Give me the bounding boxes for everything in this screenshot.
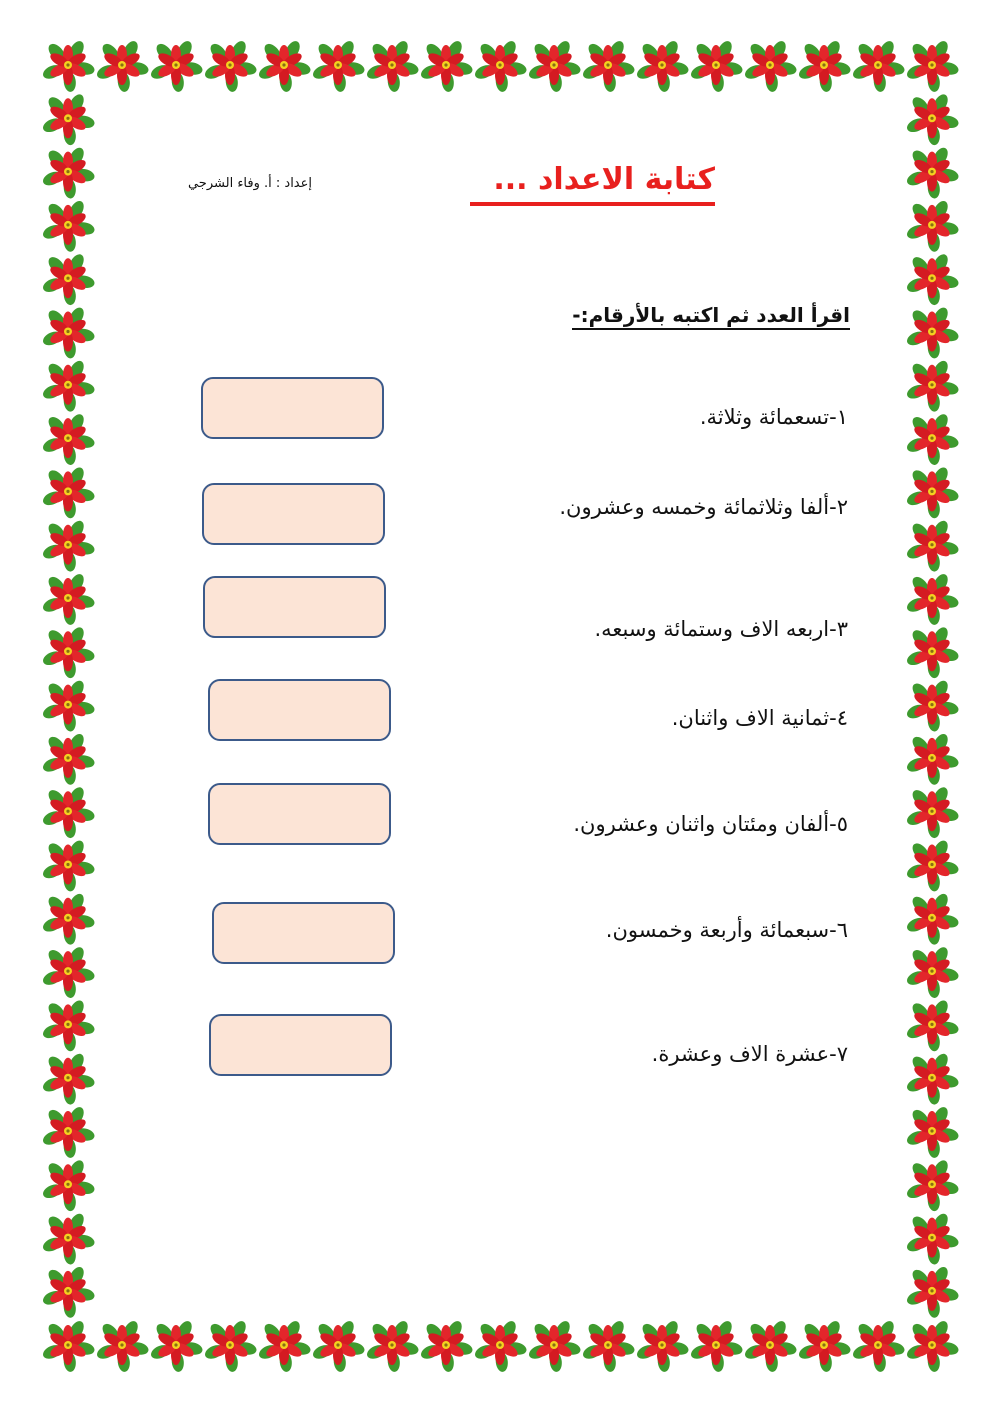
poinsettia-flower-icon (635, 39, 690, 93)
poinsettia-flower-icon (689, 39, 744, 93)
answer-box-6[interactable] (212, 902, 395, 964)
poinsettia-flower-icon (743, 39, 798, 93)
poinsettia-flower-icon (41, 838, 96, 892)
poinsettia-flower-icon (149, 1319, 204, 1373)
answer-box-3[interactable] (203, 576, 386, 638)
poinsettia-flower-icon (365, 1319, 420, 1373)
poinsettia-flower-icon (257, 39, 312, 93)
poinsettia-flower-icon (41, 252, 96, 306)
poinsettia-flower-icon (905, 465, 960, 519)
poinsettia-flower-icon (41, 1211, 96, 1265)
poinsettia-flower-icon (905, 1265, 960, 1319)
instruction-text: اقرأ العدد ثم اكتبه بالأرقام:- (572, 303, 850, 330)
poinsettia-flower-icon (905, 92, 960, 146)
answer-box-5[interactable] (208, 783, 391, 845)
poinsettia-flower-icon (95, 1319, 150, 1373)
poinsettia-flower-icon (905, 945, 960, 999)
poinsettia-flower-icon (41, 785, 96, 839)
poinsettia-flower-icon (419, 1319, 474, 1373)
worksheet-title: كتابة الاعداد ... (470, 158, 715, 206)
poinsettia-flower-icon (41, 998, 96, 1052)
poinsettia-flower-icon (905, 1319, 960, 1373)
poinsettia-flower-icon (743, 1319, 798, 1373)
poinsettia-flower-icon (905, 39, 960, 93)
poinsettia-flower-icon (41, 945, 96, 999)
poinsettia-flower-icon (797, 39, 852, 93)
poinsettia-flower-icon (851, 1319, 906, 1373)
poinsettia-flower-icon (905, 678, 960, 732)
question-1: ١-تسعمائة وثلاثة. (699, 405, 848, 429)
poinsettia-flower-icon (41, 891, 96, 945)
poinsettia-flower-icon (41, 1105, 96, 1159)
poinsettia-flower-icon (311, 39, 366, 93)
poinsettia-flower-icon (41, 412, 96, 466)
poinsettia-flower-icon (635, 1319, 690, 1373)
poinsettia-flower-icon (41, 358, 96, 412)
poinsettia-flower-icon (203, 39, 258, 93)
poinsettia-flower-icon (905, 518, 960, 572)
question-5: ٥-ألفان ومئتان واثنان وعشرون. (573, 812, 848, 836)
poinsettia-flower-icon (797, 1319, 852, 1373)
poinsettia-flower-icon (905, 412, 960, 466)
poinsettia-flower-icon (905, 785, 960, 839)
poinsettia-flower-icon (581, 1319, 636, 1373)
poinsettia-flower-icon (41, 305, 96, 359)
poinsettia-flower-icon (473, 1319, 528, 1373)
poinsettia-flower-icon (95, 39, 150, 93)
poinsettia-flower-icon (905, 1105, 960, 1159)
poinsettia-flower-icon (41, 1051, 96, 1105)
poinsettia-flower-icon (905, 1051, 960, 1105)
answer-box-4[interactable] (208, 679, 391, 741)
answer-box-7[interactable] (209, 1014, 392, 1076)
poinsettia-flower-icon (41, 1158, 96, 1212)
question-3: ٣-اربعه الاف وستمائة وسبعه. (594, 617, 848, 641)
poinsettia-flower-icon (905, 358, 960, 412)
poinsettia-flower-icon (41, 625, 96, 679)
poinsettia-flower-icon (905, 199, 960, 253)
instruction-heading (560, 300, 850, 330)
poinsettia-flower-icon (41, 732, 96, 786)
poinsettia-flower-icon (905, 732, 960, 786)
poinsettia-flower-icon (905, 838, 960, 892)
poinsettia-flower-icon (905, 305, 960, 359)
poinsettia-flower-icon (527, 1319, 582, 1373)
question-2: ٢-ألفا وثلاثمائة وخمسه وعشرون. (559, 495, 848, 519)
poinsettia-flower-icon (41, 518, 96, 572)
poinsettia-flower-icon (41, 1265, 96, 1319)
answer-box-2[interactable] (202, 483, 385, 545)
question-4: ٤-ثمانية الاف واثنان. (671, 706, 848, 730)
poinsettia-flower-icon (41, 678, 96, 732)
poinsettia-flower-icon (527, 39, 582, 93)
poinsettia-flower-icon (41, 145, 96, 199)
poinsettia-flower-icon (41, 199, 96, 253)
poinsettia-flower-icon (851, 39, 906, 93)
poinsettia-flower-icon (689, 1319, 744, 1373)
poinsettia-flower-icon (257, 1319, 312, 1373)
poinsettia-flower-icon (905, 1158, 960, 1212)
poinsettia-flower-icon (311, 1319, 366, 1373)
poinsettia-flower-icon (905, 891, 960, 945)
poinsettia-flower-icon (149, 39, 204, 93)
poinsettia-flower-icon (905, 1211, 960, 1265)
poinsettia-flower-icon (41, 1319, 96, 1373)
poinsettia-flower-icon (41, 39, 96, 93)
poinsettia-flower-icon (905, 145, 960, 199)
poinsettia-flower-icon (365, 39, 420, 93)
author-credit: إعداد : أ. وفاء الشرجي (187, 176, 312, 191)
poinsettia-flower-icon (419, 39, 474, 93)
answer-box-1[interactable] (201, 377, 384, 439)
poinsettia-flower-icon (41, 465, 96, 519)
poinsettia-flower-icon (581, 39, 636, 93)
poinsettia-flower-icon (203, 1319, 258, 1373)
question-6: ٦-سبعمائة وأربعة وخمسون. (605, 918, 848, 942)
poinsettia-flower-icon (905, 572, 960, 626)
poinsettia-flower-icon (473, 39, 528, 93)
question-7: ٧-عشرة الاف وعشرة. (651, 1042, 848, 1066)
poinsettia-flower-icon (905, 998, 960, 1052)
poinsettia-flower-icon (41, 92, 96, 146)
poinsettia-flower-icon (905, 625, 960, 679)
poinsettia-flower-icon (905, 252, 960, 306)
poinsettia-flower-icon (41, 572, 96, 626)
